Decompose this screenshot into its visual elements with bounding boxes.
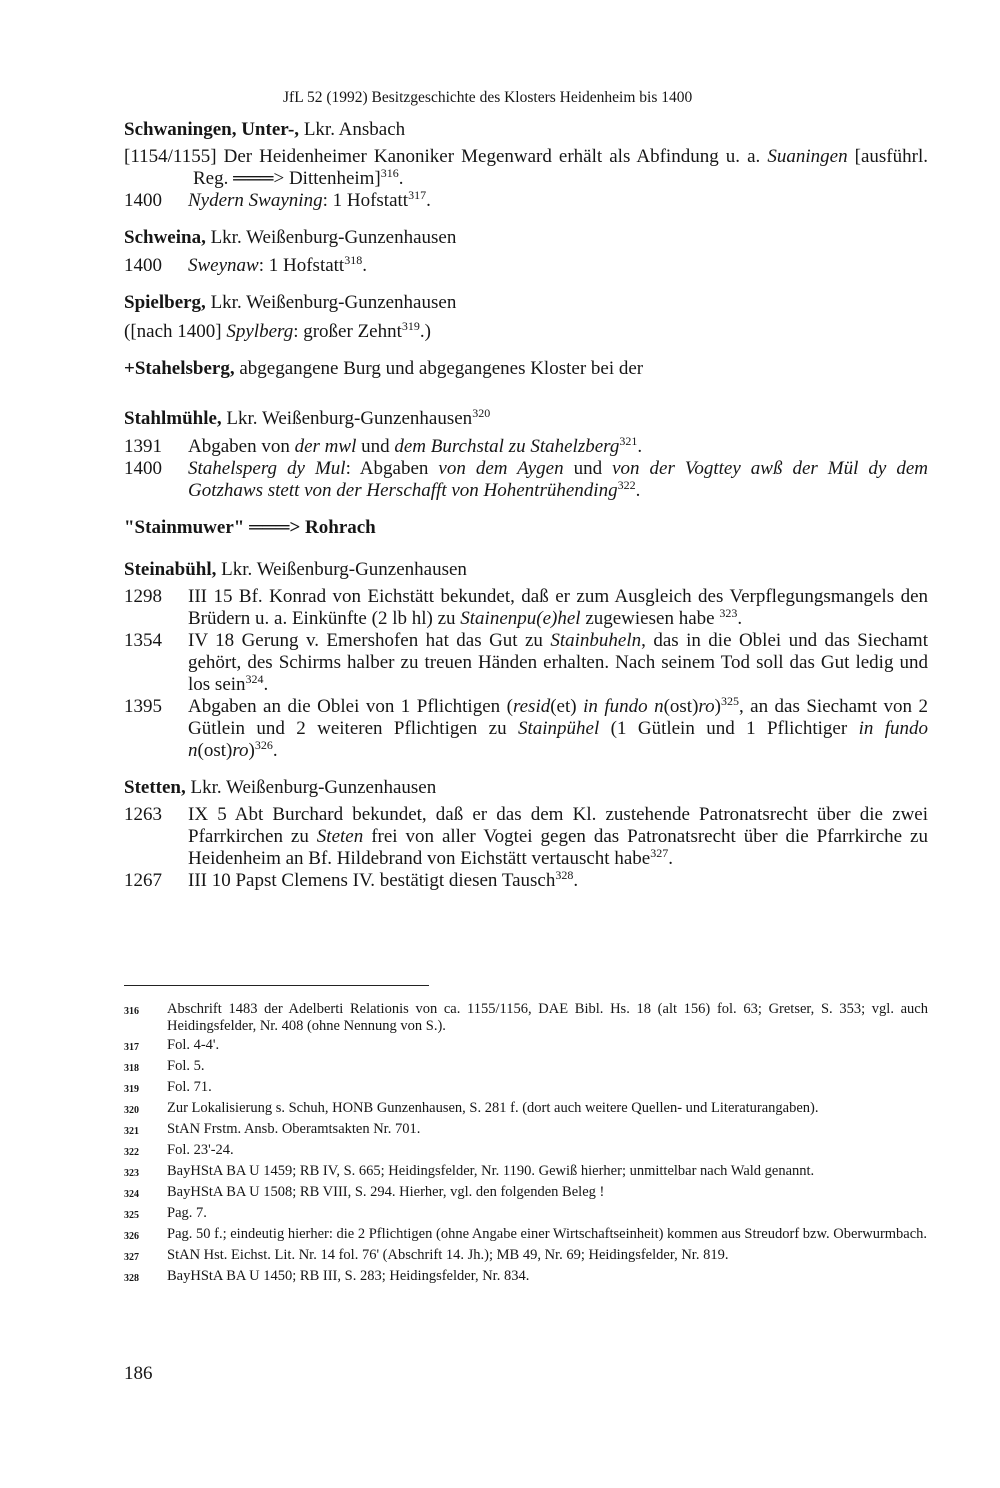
record-text: IV 18 Gerung v. Emershofen hat das Gut zu [188,630,551,651]
entry-heading [124,558,928,581]
record [124,630,928,696]
record-year: 1298 [124,586,162,607]
record-year: 1354 [124,630,162,651]
footnote-ref[interactable]: 327 [650,846,669,860]
footnote [124,1142,928,1161]
footnote-number: 321 [124,1126,139,1137]
district: Lkr. Weißenburg-Gunzenhausen [185,777,437,798]
footnote-text: Fol. 5. [167,1058,205,1074]
record-text: ) [248,740,255,761]
footnote-divider [124,985,429,986]
footnote-ref[interactable]: 319 [401,319,420,333]
record-text: : 1 Hofstatt [322,190,409,211]
district: Lkr. Weißenburg-Gunzenhausen [205,227,457,248]
footnote-ref[interactable]: 322 [617,478,636,492]
record-text: Abgaben an die Oblei von 1 Pflichtigen ( [188,696,513,717]
footnote-text: Pag. 7. [167,1205,207,1221]
entry-heading [124,407,928,430]
record-text: . [362,255,367,276]
record-text [188,436,928,458]
footnote-text: BayHStA BA U 1508; RB VIII, S. 294. Hierher, vgl. den folgenden Beleg ! [167,1184,605,1200]
footnote-text: StAN Hst. Eichst. Lit. Nr. 14 fol. 76' (Abschrift 14. Jh.); MB 49, Nr. 69; Heidingsfelder, Nr. 819. [167,1247,729,1263]
entry-steinabuehl [124,558,928,762]
footnote-number: 316 [124,1006,139,1017]
record-text [188,804,928,870]
entry-heading [124,776,928,799]
footnote-text: Fol. 71. [167,1079,212,1095]
footnote-number: 328 [124,1273,139,1284]
record-text: (1 Gütlein und 1 Pflichtiger [599,718,859,739]
record-text: . [737,608,743,629]
footnote [124,1226,928,1245]
record-text: . [398,168,404,189]
record-text [188,696,928,762]
record-text: : Abgaben [345,458,439,479]
place-name: Schwaningen, Unter-, [124,119,300,140]
record-text: zugewiesen habe [580,608,720,629]
footnote-text: BayHStA BA U 1450; RB III, S. 283; Heidingsfelder, Nr. 834. [167,1268,530,1284]
record-text [188,630,928,696]
entry-heading [124,118,928,141]
footnote [124,1121,928,1140]
footnote-number: 318 [124,1063,139,1074]
place-variant: Nydern Swayning [188,190,323,211]
footnote-number: 327 [124,1252,139,1263]
footnote [124,1058,928,1077]
record-year: 1391 [124,436,162,457]
place-variant: Sweynaw [188,255,259,276]
footnote [124,1205,928,1224]
footnote [124,1100,928,1119]
district: Lkr. Ansbach [299,119,406,140]
footnote-ref[interactable]: 328 [555,868,574,882]
place-name: Schweina, [124,227,206,248]
footnote-number: 326 [124,1231,139,1242]
record-text: Der Heidenheimer Kanoniker Megenward erhält als Abfindung u. a. [216,146,768,167]
entry-schweina [124,226,928,277]
record-text: : 1 Hofstatt [258,255,345,276]
footnote-number: 324 [124,1189,139,1200]
footnote-ref[interactable]: 320 [472,406,491,420]
district: abgegangene Burg und abgegangenes Kloster bei der [234,358,644,379]
district: Lkr. Weißenburg-Gunzenhausen [221,408,473,429]
record-year: 1400 [124,458,162,479]
footnote-text: BayHStA BA U 1459; RB IV, S. 665; Heidingsfelder, Nr. 1190. Gewiß hierher; unmittelbar nach Wald genannt. [167,1163,815,1179]
footnote [124,1268,928,1287]
place-name: +Stahelsberg, [124,358,235,379]
body-text [124,118,928,892]
footnote-ref[interactable]: 316 [380,166,399,180]
record-text [188,870,928,892]
record-year: 1400 [124,255,162,276]
record-text: frei von aller Vogtei gegen das Patronatsrecht über die Pfarrkirche zu Heidenheim an Bf. Hildebrand von Eichstätt vertauscht habe [188,826,928,869]
record-year: 1263 [124,804,162,825]
footnote [124,1037,928,1056]
footnote [124,1247,928,1266]
footnote-number: 317 [124,1042,139,1053]
record-text: . [635,480,641,501]
footnote [124,1163,928,1182]
quote: von der Vogttey awß der Mül dy dem Gotzhaws stett von der Herschafft von Hohentrühending [188,458,929,501]
record-text: und [356,436,395,457]
footnote-ref[interactable]: 324 [245,672,264,686]
record-text: , an das Siechamt von 2 Gütlein und 2 weiteren Pflichtigen zu [188,696,928,739]
latin-term: in fundo n [188,718,928,761]
record-text: . [426,190,431,211]
record-year: 1400 [124,190,162,211]
footnote [124,1001,928,1035]
record-text [188,586,928,630]
record-text [188,458,928,502]
record-text: III 15 Bf. Konrad von Eichstätt bekundet, daß er zum Ausgleich des Verpflegungsmangels den Brüdern u. a. Einkünfte (2 lb hl) zu [188,586,928,629]
place-variant: Stainpühel [517,718,600,739]
record-text: . [272,740,278,761]
record-text: (ost) [197,740,233,761]
footnote-number: 323 [124,1168,139,1179]
district: Lkr. Weißenburg-Gunzenhausen [216,559,467,580]
place-name: Stetten, [124,777,186,798]
record-text: (et) [550,696,584,717]
entry-heading [124,226,928,249]
place-variant: Spylberg [226,321,294,342]
place-name: Spielberg, [124,292,206,313]
page-number: 186 [124,1363,153,1384]
footnote-text: Zur Lokalisierung s. Schuh, HONB Gunzenhausen, S. 281 f. (dort auch weitere Quellen- und Literaturangaben). [167,1100,819,1116]
entry-spielberg [124,291,928,343]
footnote-ref[interactable]: 318 [344,253,363,267]
footnote-ref[interactable]: 323 [719,606,738,620]
record [124,255,928,277]
record-text: ) [714,696,721,717]
record-year: [1154/1155] [124,146,217,167]
footnote-number: 319 [124,1084,139,1095]
footnote-text: Fol. 23'-24. [167,1142,234,1158]
place-name: Steinabühl, [124,559,217,580]
place-variant: der mwl [294,436,357,457]
entry-heading [124,357,928,380]
place-variant: Steten [316,826,364,847]
record-text: [ausführl. Reg. ═══> Dittenheim] [193,146,928,189]
entry-stetten [124,776,928,892]
running-head: JfL 52 (1992) Besitzgeschichte des Klosters Heidenheim bis 1400 [283,89,693,106]
record [124,458,928,502]
footnotes [124,1001,928,1289]
footnote [124,1184,928,1203]
cross-reference: "Stainmuwer" ═══> Rohrach [124,517,376,538]
footnote-ref[interactable]: 317 [408,188,427,202]
entry-heading [124,516,928,539]
record-text: . [573,870,579,891]
footnote-ref[interactable]: 321 [619,434,638,448]
place-variant: dem Burchstal zu Stahelzberg [394,436,620,457]
record-text: ([nach 1400] [124,321,227,342]
footnote [124,1079,928,1098]
record-text: III 10 Papst Clemens IV. bestätigt diesen Tausch [188,870,556,891]
latin-term: ro [698,696,715,717]
record-year: 1267 [124,870,162,891]
record-text: IX 5 Abt Burchard bekundet, daß er das dem Kl. zustehende Patronatsrecht über die zwei Pfarrkirchen zu [188,804,928,847]
record-text: . [668,848,673,869]
record-text: (ost) [663,696,699,717]
record-text [188,190,928,212]
entry-stahelsberg [124,357,928,380]
entry-stainmuwer [124,516,928,539]
record-text: . [637,436,643,457]
latin-term: in fundo n [583,696,664,717]
entry-stahlmuehle [124,407,928,502]
entry-heading [124,291,928,314]
footnote-text: Fol. 4-4'. [167,1037,220,1053]
place-variant: Stahelsperg dy Mul [188,458,346,479]
footnote-ref[interactable]: 325 [720,694,739,708]
entry-schwaningen [124,118,928,212]
place-variant: Suaningen [767,146,848,167]
footnote-number: 320 [124,1105,139,1116]
place-variant: Stainenpu(e)hel [460,608,581,629]
record [124,870,928,892]
district: Lkr. Weißenburg-Gunzenhausen [205,292,457,313]
record [124,190,928,212]
quote: von dem Aygen [438,458,564,479]
footnote-number: 325 [124,1210,139,1221]
footnote-number: 322 [124,1147,139,1158]
place-name: Stahlmühle, [124,408,222,429]
footnote-text: Pag. 50 f.; eindeutig hierher: die 2 Pflichtigen (ohne Angabe einer Wirtschaftseinheit) kommen aus Streudorf bzw. Oberwurmbach. [167,1226,928,1242]
record [124,804,928,870]
latin-term: ro [232,740,249,761]
record-text: : großer Zehnt [293,321,402,342]
record [124,586,928,630]
record-text [188,255,928,277]
record [124,146,928,190]
footnote-text: StAN Frstm. Ansb. Oberamtsakten Nr. 701. [167,1121,421,1137]
record-text: und [563,458,613,479]
record-text: Abgaben von [188,436,295,457]
record-text: , das in die Oblei und das Siechamt gehört, des Schirms halber zu treuen Händen erhalten. Nach seinem Tod soll das Gut ledig und los sein [188,630,928,695]
footnote-ref[interactable]: 326 [254,738,273,752]
latin-term: resid [512,696,551,717]
footnote-text: Abschrift 1483 der Adelberti Relationis von ca. 1155/1156, DAE Bibl. Hs. 18 (alt 156) fol. 63; Gretser, S. 353; vgl. auch Heidingsfelder, Nr. 408 (ohne Nennung von S.). [167,1001,928,1034]
record-year: 1395 [124,696,162,717]
record-text: . [263,674,269,695]
record [124,696,928,762]
place-variant: Stainbuheln [550,630,642,651]
record [124,436,928,458]
record-text: .) [419,321,431,342]
record [124,320,928,343]
